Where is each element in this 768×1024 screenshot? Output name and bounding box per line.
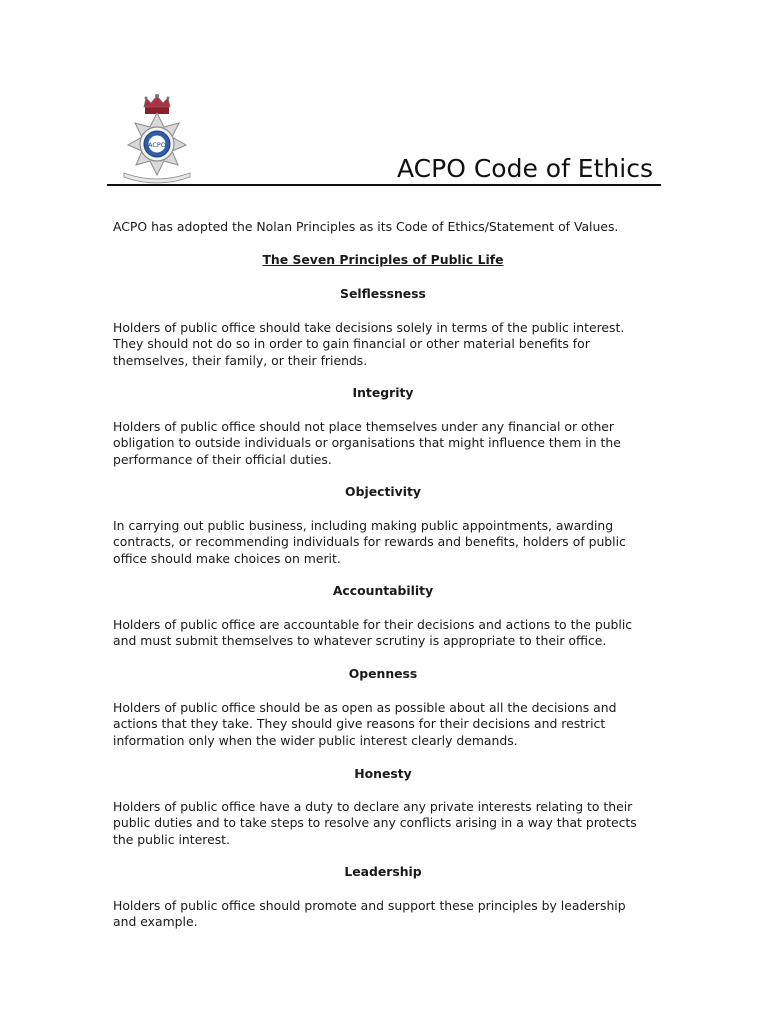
principle-text-accountability xyxy=(113,617,643,650)
text-line: the public interest. xyxy=(113,831,230,847)
title-divider xyxy=(107,184,661,186)
principle-heading-accountability: Accountability xyxy=(332,583,434,598)
star-badge-icon xyxy=(128,113,186,175)
principle-heading-objectivity: Objectivity xyxy=(345,484,421,499)
intro-text: ACPO has adopted the Nolan Principles as its Code of Ethics/Statement of Values. xyxy=(113,219,619,234)
logo-text: ACPO xyxy=(148,141,166,149)
text-line: and example. xyxy=(113,914,198,930)
acpo-logo xyxy=(114,93,200,185)
text-line: Holders of public office have a duty to declare any private interests relating to their xyxy=(113,799,633,814)
principle-text-openness xyxy=(113,700,643,749)
text-line: and must submit themselves to whatever scrutiny is appropriate to their office. xyxy=(113,633,607,649)
document-title: ACPO Code of Ethics xyxy=(397,154,653,183)
principle-text-objectivity xyxy=(113,518,643,567)
principle-text-leadership xyxy=(113,898,643,931)
text-line: actions that they take. They should give reasons for their decisions and restrict xyxy=(113,716,606,732)
crown-icon xyxy=(144,94,170,114)
text-line: office should make choices on merit. xyxy=(113,550,341,566)
text-line: performance of their official duties. xyxy=(113,451,332,467)
text-line: obligation to outside individuals or organisations that might influence them in the xyxy=(113,435,621,451)
principle-text-selflessness xyxy=(113,320,643,369)
text-line: Holders of public office should not place themselves under any financial or other xyxy=(113,419,615,434)
section-heading xyxy=(113,252,653,268)
text-line: Holders of public office should be as open as possible about all the decisions and xyxy=(113,700,617,715)
principle-heading-leadership: Leadership xyxy=(344,864,422,879)
text-line: information only when the wider public interest clearly demands. xyxy=(113,732,518,748)
section-title: The Seven Principles of Public Life xyxy=(262,252,504,267)
principle-heading-integrity: Integrity xyxy=(352,385,414,400)
text-line: Holders of public office should promote and support these principles by leadership xyxy=(113,898,626,913)
principle-text-honesty xyxy=(113,799,643,848)
text-line: themselves, their family, or their friends. xyxy=(113,352,368,368)
principle-heading-honesty: Honesty xyxy=(354,766,412,781)
principle-heading-selflessness: Selflessness xyxy=(340,286,426,301)
text-line: They should not do so in order to gain financial or other material benefits for xyxy=(113,336,590,352)
text-line: In carrying out public business, including making public appointments, awarding xyxy=(113,518,614,533)
text-line: Holders of public office are accountable for their decisions and actions to the public xyxy=(113,617,633,632)
principle-heading-openness: Openness xyxy=(348,666,418,681)
text-line: contracts, or recommending individuals for rewards and benefits, holders of public xyxy=(113,534,626,550)
text-line: Holders of public office should take decisions solely in terms of the public interest. xyxy=(113,320,625,335)
principle-text-integrity xyxy=(113,419,643,468)
text-line: public duties and to take steps to resolve any conflicts arising in a way that protects xyxy=(113,815,637,831)
